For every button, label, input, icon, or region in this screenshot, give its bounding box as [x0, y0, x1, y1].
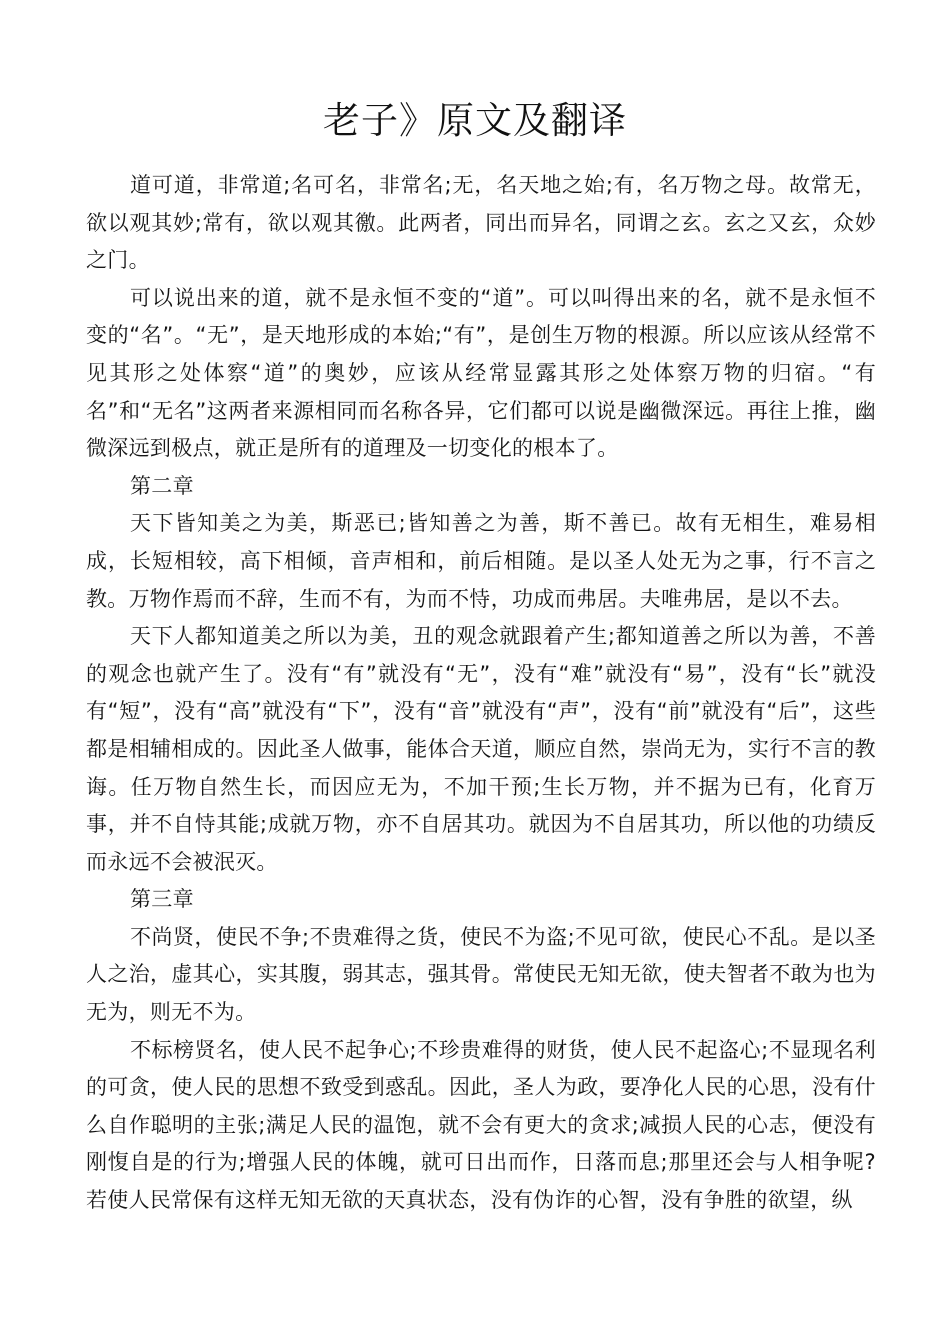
chapter-heading-3: 第三章	[130, 887, 194, 912]
paragraph-chapter3-translation: 不标榜贤名，使人民不起争心;不珍贵难得的财货，使人民不起盗心;不显现名利的可贪，使人民的思想不致受到惑乱。因此，圣人为政，要净化人民的心思，没有什么自作聪明的主张;满足人民的温饱，就不会有更大的贪求;减损人民的心志，便没有刚愎自是的行为;增强人民的体魄，就可日出而作，日落而息;那里还会与人相争呢?若使人民常保有这样无知无欲的天真状态，没有伪诈的心智，没有争胜的欲望，纵	[86, 1037, 876, 1213]
paragraph-chapter2-translation: 天下人都知道美之所以为美，丑的观念就跟着产生;都知道善之所以为善，不善的观念也就产生了。没有“有”就没有“无”，没有“难”就没有“易”，没有“长”就没有“短”，没有“高”就没有“下”，没有“音”就没有“声”，没有“前”就没有“后”，这些都是相辅相成的。因此圣人做事，能体合天道，顺应自然，崇尚无为，实行不言的教诲。任万物自然生长，而因应无为，不加干预;生长万物，并不据为已有，化育万事，并不自恃其能;成就万物，亦不自居其功。就因为不自居其功，所以他的功绩反而永远不会被泯灭。	[86, 624, 876, 874]
paragraph-chapter1-original: 道可道，非常道;名可名，非常名;无，名天地之始;有，名万物之母。故常无，欲以观其妙;常有，欲以观其徼。此两者，同出而异名，同谓之玄。玄之又玄，众妙之门。	[86, 173, 876, 273]
paragraph-chapter2-original: 天下皆知美之为美，斯恶已;皆知善之为善，斯不善已。故有无相生，难易相成，长短相较，高下相倾，音声相和，前后相随。是以圣人处无为之事，行不言之教。万物作焉而不辞，生而不有，为而不恃，功成而弗居。夫唯弗居，是以不去。	[86, 511, 876, 611]
paragraph-chapter3-original: 不尚贤，使民不争;不贵难得之货，使民不为盗;不见可欲，使民心不乱。是以圣人之治，虚其心，实其腹，弱其志，强其骨。常使民无知无欲，使夫智者不敢为也为无为，则无不为。	[86, 924, 876, 1025]
chapter-heading-2: 第二章	[130, 473, 194, 498]
document-title: 老子》原文及翻译	[323, 99, 627, 142]
paragraph-chapter1-translation: 可以说出来的道，就不是永恒不变的“道”。可以叫得出来的名，就不是永恒不变的“名”。“无”，是天地形成的本始;“有”，是创生万物的根源。所以应该从经常不见其形之处体察“道”的奥妙，应该从经常显露其形之处体察万物的归宿。“有名”和“无名”这两者来源相同而名称各异，它们都可以说是幽微深远。再往上推，幽微深远到极点，就正是所有的道理及一切变化的根本了。	[86, 285, 876, 461]
document-body	[86, 167, 876, 1220]
